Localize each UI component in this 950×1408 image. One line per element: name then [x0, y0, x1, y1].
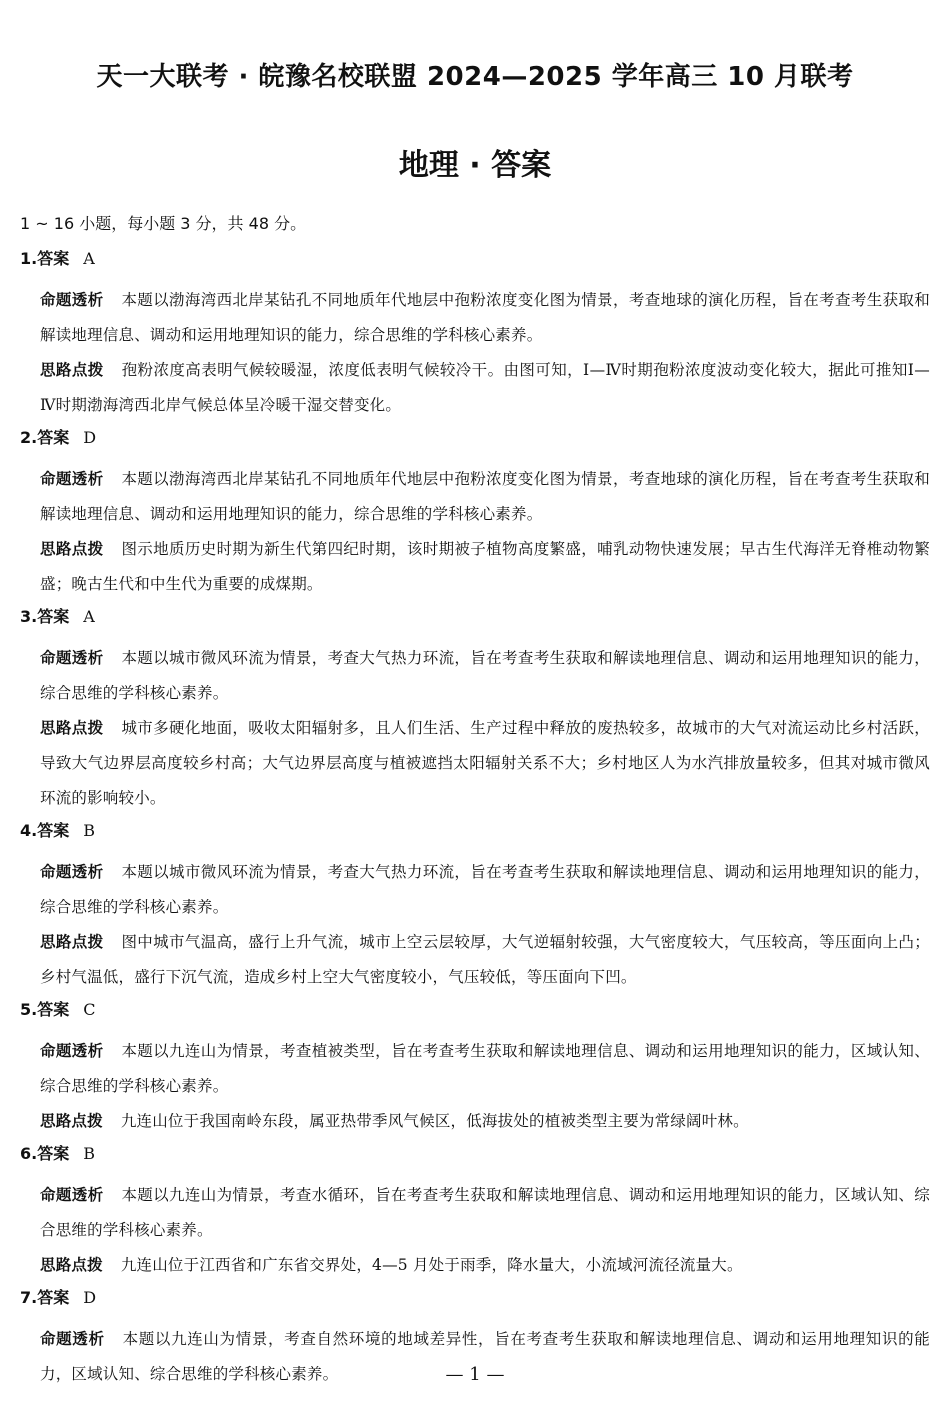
subject-title: 地理 · 答案	[398, 148, 552, 183]
hint-text: 图中城市气温高，盛行上升气流，城市上空云层较厚，大气逆辐射较强，大气密度较大，气压较高，等压面向上凸；乡村气温低，盛行下沉气流，造成乡村上空大气密度较小，气压较低，等压面向下凹。	[40, 933, 930, 986]
answer-value: B	[83, 1144, 95, 1163]
question-number: 5.	[20, 1000, 38, 1019]
question-list	[20, 248, 930, 1392]
analysis-label: 命题透析	[40, 470, 104, 488]
hint-paragraph	[20, 925, 930, 995]
hint-text: 城市多硬化地面，吸收太阳辐射多，且人们生活、生产过程中释放的废热较多，故城市的大气对流运动比乡村活跃，导致大气边界层高度较乡村高；大气边界层高度与植被遮挡太阳辐射关系不大；乡村地区人为水汽排放量较多，但其对城市微风环流的影响较小。	[40, 719, 930, 807]
answer-label: 答案	[37, 821, 70, 840]
question-number: 6.	[20, 1144, 38, 1163]
analysis-paragraph	[20, 1034, 930, 1104]
analysis-text: 本题以九连山为情景，考查植被类型，旨在考查考生获取和解读地理信息、调动和运用地理知识的能力，区域认知、综合思维的学科核心素养。	[40, 1042, 930, 1095]
analysis-text: 本题以九连山为情景，考查水循环，旨在考查考生获取和解读地理信息、调动和运用地理知识的能力，区域认知、综合思维的学科核心素养。	[40, 1186, 930, 1239]
question-block	[20, 248, 930, 423]
answer-label: 答案	[37, 1144, 70, 1163]
answer-value: A	[83, 607, 95, 626]
answer-label: 答案	[37, 1000, 70, 1019]
hint-paragraph	[20, 711, 930, 816]
exam-title: 天一大联考 · 皖豫名校联盟 2024—2025 学年高三 10 月联考	[96, 62, 854, 92]
analysis-label: 命题透析	[40, 291, 104, 309]
analysis-text: 本题以城市微风环流为情景，考查大气热力环流，旨在考查考生获取和解读地理信息、调动和运用地理知识的能力，综合思维的学科核心素养。	[40, 863, 930, 916]
hint-text: 图示地质历史时期为新生代第四纪时期，该时期被子植物高度繁盛，哺乳动物快速发展；早古生代海洋无脊椎动物繁盛；晚古生代和中生代为重要的成煤期。	[40, 540, 930, 593]
hint-label: 思路点拨	[40, 719, 104, 737]
question-block	[20, 999, 930, 1139]
hint-label: 思路点拨	[40, 1112, 103, 1130]
hint-paragraph	[20, 1248, 930, 1283]
hint-label: 思路点拨	[40, 540, 104, 558]
answer-line	[20, 248, 930, 270]
hint-text: 孢粉浓度高表明气候较暖湿，浓度低表明气候较冷干。由图可知，Ⅰ—Ⅳ时期孢粉浓度波动变化较大，据此可推知Ⅰ—Ⅳ时期渤海湾西北岸气候总体呈冷暖干湿交替变化。	[40, 361, 930, 414]
analysis-label: 命题透析	[40, 649, 104, 667]
answer-value: D	[83, 428, 97, 447]
question-block	[20, 606, 930, 816]
question-block	[20, 427, 930, 602]
answer-line	[20, 606, 930, 628]
analysis-label: 命题透析	[40, 1330, 105, 1348]
hint-label: 思路点拨	[40, 1256, 103, 1274]
analysis-label: 命题透析	[40, 863, 104, 881]
answer-line	[20, 820, 930, 842]
answer-line	[20, 999, 930, 1021]
answer-line	[20, 427, 930, 449]
hint-label: 思路点拨	[40, 361, 104, 379]
answer-value: B	[83, 821, 95, 840]
page-number: — 1 —	[445, 1364, 505, 1385]
analysis-label: 命题透析	[40, 1042, 104, 1060]
analysis-paragraph	[20, 1178, 930, 1248]
answer-content	[20, 213, 930, 1392]
analysis-paragraph	[20, 283, 930, 353]
answer-label: 答案	[37, 607, 70, 626]
question-number: 7.	[20, 1288, 38, 1307]
answer-value: D	[83, 1288, 97, 1307]
hint-text: 九连山位于江西省和广东省交界处，4—5 月处于雨季，降水量大，小流域河流径流量大。	[120, 1256, 743, 1274]
answer-line	[20, 1143, 930, 1165]
question-number: 2.	[20, 428, 38, 447]
hint-label: 思路点拨	[40, 933, 104, 951]
analysis-paragraph	[20, 641, 930, 711]
question-number: 3.	[20, 607, 38, 626]
answer-value: A	[83, 249, 95, 268]
scoring-intro: 1 ~ 16 小题，每小题 3 分，共 48 分。	[20, 214, 307, 233]
analysis-paragraph	[20, 855, 930, 925]
analysis-text: 本题以渤海湾西北岸某钻孔不同地质年代地层中孢粉浓度变化图为情景，考查地球的演化历程，旨在考查考生获取和解读地理信息、调动和运用地理知识的能力，综合思维的学科核心素养。	[40, 291, 930, 344]
question-block	[20, 820, 930, 995]
hint-paragraph	[20, 1104, 930, 1139]
answer-value: C	[83, 1000, 96, 1019]
question-number: 4.	[20, 821, 38, 840]
answer-label: 答案	[37, 249, 70, 268]
analysis-label: 命题透析	[40, 1186, 104, 1204]
question-number: 1.	[20, 249, 38, 268]
hint-paragraph	[20, 532, 930, 602]
hint-text: 九连山位于我国南岭东段，属亚热带季风气候区，低海拔处的植被类型主要为常绿阔叶林。	[120, 1112, 749, 1130]
analysis-text: 本题以渤海湾西北岸某钻孔不同地质年代地层中孢粉浓度变化图为情景，考查地球的演化历程，旨在考查考生获取和解读地理信息、调动和运用地理知识的能力，综合思维的学科核心素养。	[40, 470, 930, 523]
hint-paragraph	[20, 353, 930, 423]
answer-line	[20, 1287, 930, 1309]
answer-label: 答案	[37, 428, 70, 447]
analysis-text: 本题以九连山为情景，考查自然环境的地域差异性，旨在考查考生获取和解读地理信息、调动和运用地理知识的能力，区域认知、综合思维的学科核心素养。	[40, 1330, 930, 1383]
analysis-text: 本题以城市微风环流为情景，考查大气热力环流，旨在考查考生获取和解读地理信息、调动和运用地理知识的能力，综合思维的学科核心素养。	[40, 649, 930, 702]
answer-label: 答案	[37, 1288, 70, 1307]
analysis-paragraph	[20, 462, 930, 532]
question-block	[20, 1143, 930, 1283]
